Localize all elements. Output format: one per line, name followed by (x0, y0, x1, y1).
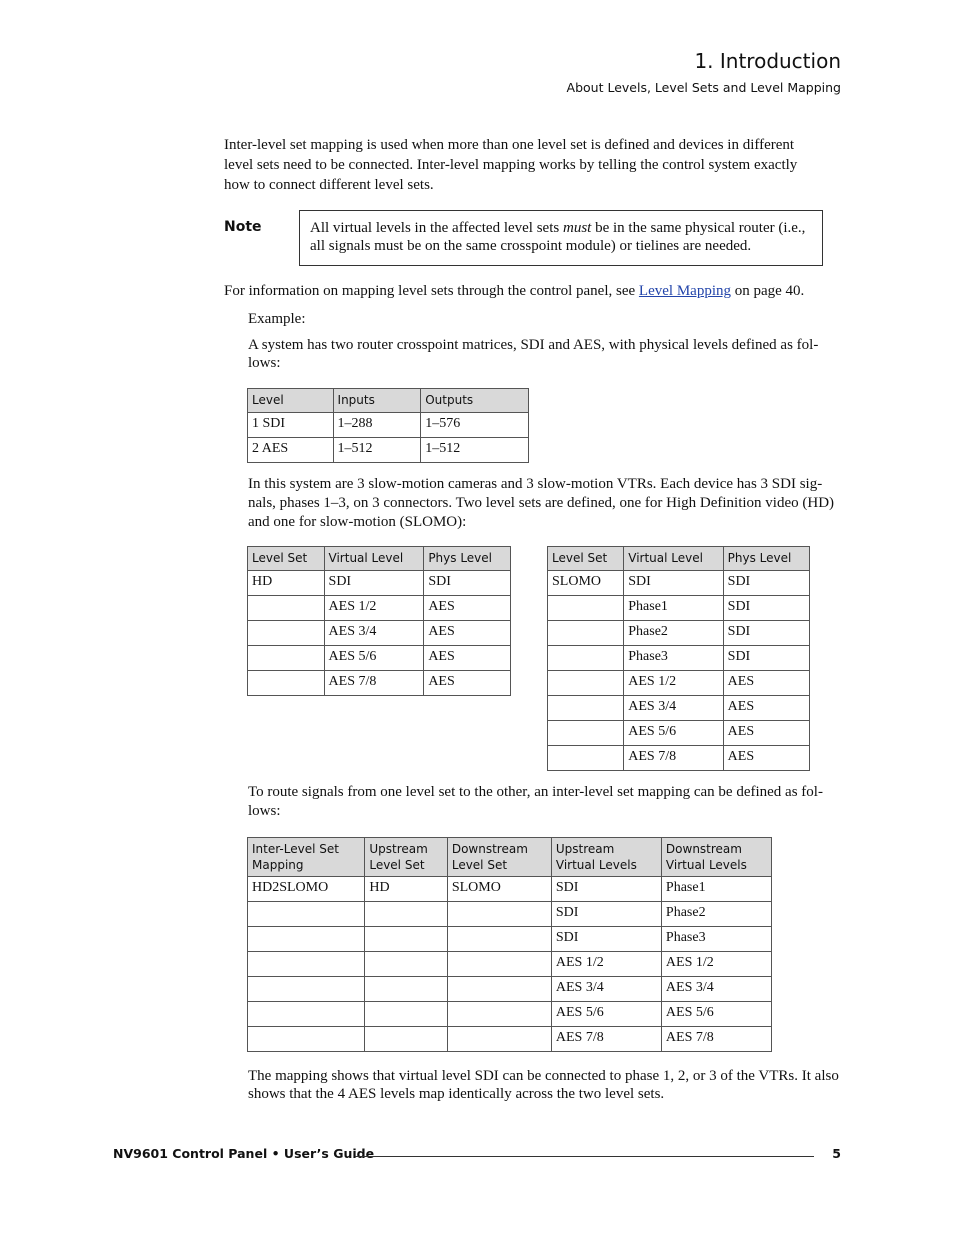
table-row (548, 621, 810, 646)
table-cell (248, 952, 365, 977)
table-cell: Phase3 (624, 646, 723, 671)
table-cell: SLOMO (447, 877, 551, 902)
table-cell (447, 902, 551, 927)
table-cell (365, 977, 448, 1002)
table-cell (248, 902, 365, 927)
table-cell (447, 1002, 551, 1027)
reference-text-pre: For information on mapping level sets through the control panel, see (224, 283, 639, 299)
table-row (248, 596, 511, 621)
slomo-level-set-table (547, 546, 810, 771)
table-cell: 1–576 (421, 413, 529, 438)
mapping-summary-paragraph: The mapping shows that virtual level SDI can be connected to phase 1, 2, or 3 of the VTRs. It also shows that the 4 AES levels map identically across the two level sets. (248, 1068, 839, 1102)
table-cell: AES 1/2 (551, 952, 661, 977)
table-cell (248, 646, 325, 671)
table-cell (365, 927, 448, 952)
table-cell (365, 902, 448, 927)
column-header: Downstream Virtual Levels (661, 838, 771, 877)
table-cell: SDI (424, 571, 511, 596)
level-mapping-link[interactable]: Level Mapping (638, 283, 731, 299)
table-cell (248, 1027, 365, 1052)
table-cell (447, 952, 551, 977)
table-row (548, 746, 810, 771)
table-cell: HD (365, 877, 448, 902)
table-cell: Phase1 (661, 877, 771, 902)
table-row (548, 671, 810, 696)
table-cell (365, 952, 448, 977)
table-cell: AES 3/4 (661, 977, 771, 1002)
column-header: Outputs (421, 389, 529, 413)
table-cell (548, 646, 624, 671)
level-sets-paragraph: In this system are 3 slow-motion cameras and 3 slow-motion VTRs. Each device has 3 SDI sig-nals, phases 1–3, on 3 connectors. Two level sets are defined, one for High Definition video (HD) and one for slow-motion (SLOMO): (248, 476, 835, 530)
table-cell: SDI (723, 646, 809, 671)
table-cell (548, 721, 624, 746)
table-cell (365, 1027, 448, 1052)
column-header: Phys Level (424, 547, 511, 571)
table-row (248, 877, 772, 902)
levels-table (247, 388, 529, 463)
table-cell: Phase2 (624, 621, 723, 646)
table-cell: AES 1/2 (661, 952, 771, 977)
footer-rule (355, 1156, 814, 1157)
section-title: About Levels, Level Sets and Level Mapping (566, 80, 841, 95)
column-header: Inter-Level Set Mapping (248, 838, 365, 877)
table-cell: Phase1 (624, 596, 723, 621)
table-row (248, 671, 511, 696)
table-cell: AES (424, 646, 511, 671)
column-header: Virtual Level (624, 547, 723, 571)
table-cell (548, 746, 624, 771)
inter-level-mapping-table (247, 837, 772, 1052)
column-header: Inputs (333, 389, 421, 413)
table-cell (447, 977, 551, 1002)
table-row (548, 696, 810, 721)
table-cell (548, 671, 624, 696)
table-cell (248, 927, 365, 952)
table-cell: Phase2 (661, 902, 771, 927)
table-cell (248, 1002, 365, 1027)
table-cell: SLOMO (548, 571, 624, 596)
column-header: Level Set (248, 547, 325, 571)
page-number: 5 (832, 1146, 841, 1161)
reference-paragraph (224, 281, 844, 301)
table-row (248, 1002, 772, 1027)
table-cell (548, 596, 624, 621)
table-cell: SDI (723, 596, 809, 621)
table-cell: HD (248, 571, 325, 596)
table-row (248, 902, 772, 927)
table-row (248, 413, 529, 438)
column-header: Virtual Level (324, 547, 424, 571)
table-header-row (248, 389, 529, 413)
table-cell: AES 3/4 (624, 696, 723, 721)
table-cell: SDI (551, 927, 661, 952)
table-header-row (248, 547, 511, 571)
table-cell: 1 SDI (248, 413, 334, 438)
table-cell: AES 3/4 (551, 977, 661, 1002)
note-box (299, 210, 823, 266)
mapping-intro-paragraph: To route signals from one level set to the other, an inter-level set mapping can be defined as fol-lows: (248, 784, 823, 819)
table-header-row (248, 838, 772, 877)
table-cell: AES 5/6 (324, 646, 424, 671)
intro-paragraph: Inter-level set mapping is used when more than one level set is defined and devices in different level sets need to be connected. Inter-level mapping works by telling the control system exactly how to connect different level sets. (224, 137, 798, 193)
table-cell (248, 671, 325, 696)
table-cell (548, 696, 624, 721)
table-cell (447, 927, 551, 952)
table-cell: SDI (551, 877, 661, 902)
table-cell: AES (424, 671, 511, 696)
table-cell: AES 1/2 (324, 596, 424, 621)
column-header: Level (248, 389, 334, 413)
table-cell: AES (723, 671, 809, 696)
table-cell: 1–288 (333, 413, 421, 438)
table-cell: SDI (723, 571, 809, 596)
table-header-row (548, 547, 810, 571)
table-cell: AES 7/8 (661, 1027, 771, 1052)
table-cell: AES 3/4 (324, 621, 424, 646)
table-cell: HD2SLOMO (248, 877, 365, 902)
column-header: Downstream Level Set (447, 838, 551, 877)
table-cell: AES (723, 746, 809, 771)
table-row (248, 646, 511, 671)
table-row (548, 646, 810, 671)
table-cell: AES 7/8 (624, 746, 723, 771)
table-cell: AES (723, 721, 809, 746)
column-header: Level Set (548, 547, 624, 571)
example-paragraph: A system has two router crosspoint matrices, SDI and AES, with physical levels defined as fol-lows: (248, 337, 819, 371)
table-cell: SDI (624, 571, 723, 596)
table-cell: AES 7/8 (551, 1027, 661, 1052)
table-row (248, 927, 772, 952)
table-cell: AES 5/6 (551, 1002, 661, 1027)
table-cell (548, 621, 624, 646)
table-row (248, 571, 511, 596)
table-row (548, 596, 810, 621)
table-row (248, 1027, 772, 1052)
table-cell: SDI (551, 902, 661, 927)
table-cell: SDI (324, 571, 424, 596)
table-cell: AES 7/8 (324, 671, 424, 696)
column-header: Phys Level (723, 547, 809, 571)
chapter-title: 1. Introduction (694, 49, 841, 73)
table-cell (248, 596, 325, 621)
table-cell: AES 5/6 (661, 1002, 771, 1027)
table-cell (365, 1002, 448, 1027)
footer-title: NV9601 Control Panel • User’s Guide (113, 1146, 375, 1161)
table-cell: 2 AES (248, 438, 334, 463)
table-cell: AES 5/6 (624, 721, 723, 746)
table-cell: Phase3 (661, 927, 771, 952)
reference-text-post: on page 40. (730, 283, 805, 299)
table-cell: AES (723, 696, 809, 721)
table-row (548, 721, 810, 746)
table-cell (248, 977, 365, 1002)
note-text-post: be in the same physical router (i.e., all signals must be on the same crosspoint module) or tielines are needed. (310, 220, 806, 254)
table-cell (248, 621, 325, 646)
example-label: Example: (248, 311, 306, 327)
table-row (248, 952, 772, 977)
note-text-emphasis: must (562, 220, 592, 236)
note-text-pre: All virtual levels in the affected level sets (310, 220, 563, 236)
table-cell: 1–512 (421, 438, 529, 463)
table-cell: AES 1/2 (624, 671, 723, 696)
column-header: Upstream Level Set (365, 838, 448, 877)
table-cell (447, 1027, 551, 1052)
table-cell: AES (424, 621, 511, 646)
hd-level-set-table (247, 546, 511, 696)
table-cell: 1–512 (333, 438, 421, 463)
column-header: Upstream Virtual Levels (551, 838, 661, 877)
table-row (248, 621, 511, 646)
table-row (548, 571, 810, 596)
table-row (248, 438, 529, 463)
table-cell: AES (424, 596, 511, 621)
table-row (248, 977, 772, 1002)
table-cell: SDI (723, 621, 809, 646)
note-label: Note (224, 219, 262, 235)
